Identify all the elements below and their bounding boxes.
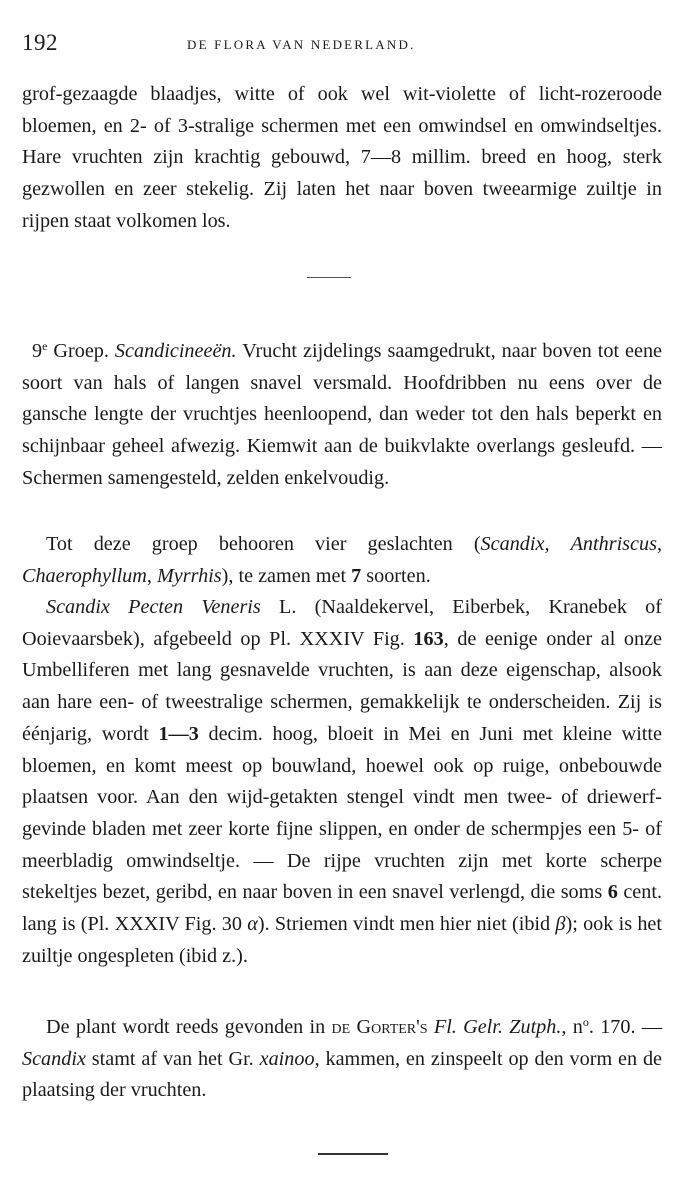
genera-separator: , [146, 564, 157, 587]
paragraph-species-description [22, 592, 662, 972]
genera-text-1: Tot deze groep behooren vier geslachten ( [46, 533, 481, 555]
paragraph-genera [22, 529, 662, 592]
species-text-2: , de eenige onder al onze Umbelliferen met lang gesnavelde vruchten, is aan deze eigenschap, alsook aan hare een- of tweestralige schermen, gemakkelijk te onderscheiden. Zij is éénjarig, wordt [22, 627, 662, 745]
group-description: Vrucht zijdelings saamgedrukt, naar boven tot eene soort van hals of langen snavel versmald. Hoofdribben nu eens over de gansche lengte der vruchtjes heenloopend, dan weder tot den hals beperkt en schijnbaar geheel afwezig. Kiemwit aan de buikvlakte overlangs gesleufd. — Schermen samengesteld, zelden enkelvoudig. [22, 340, 663, 489]
genus-anthriscus: Anthriscus [570, 533, 657, 555]
genus-scandix-etymology: Scandix [22, 1047, 86, 1070]
group-number-superscript: e [42, 339, 48, 353]
figure-number: 163 [413, 627, 444, 650]
genera-text-2: ), te zamen met [221, 564, 352, 587]
page-header [22, 30, 662, 60]
species-text-4: cent. lang is (Pl. XXXIV Fig. 30 [22, 881, 662, 936]
genera-separator: , [656, 533, 662, 555]
genus-scandix: Scandix [480, 533, 545, 555]
beak-length: 6 [607, 881, 618, 904]
species-text-3: decim. hoog, bloeit in Mei en Juni met kleine witte bloemen, en komt meest op bouwland, hoewel ook op ruige, onbebouwde plaatsen voor. Aan den wijd-getakten stengel vindt men twee- of driewerf-gevinde bladen met zeer korte fijne slippen, en onder de schermpjes een 5- of meerbladig omwindseltje. — De rijpe vruchten zijn met korte scherpe stekeltjes bezet, geribd, en naar boven in een snavel verlengd, die soms [22, 722, 662, 904]
paragraph-group-description [22, 336, 662, 495]
running-title: DE FLORA VAN NEDERLAND. [187, 37, 416, 52]
height-range: 1—3 [158, 722, 199, 745]
figure-alpha: α [247, 913, 258, 936]
group-word: Groep. [53, 340, 109, 362]
genus-myrrhis: Myrrhis [156, 564, 222, 587]
group-number: 9 [32, 340, 43, 362]
book-page [22, 0, 662, 1200]
end-divider [318, 1153, 388, 1155]
species-name: Scandix Pecten Veneris [46, 596, 261, 618]
group-name: Scandicineeën. [114, 340, 237, 362]
number-superscript: o [582, 1015, 589, 1029]
author-name: de Gorter's [331, 1016, 428, 1038]
etymology-text-6: , kammen, en zinspeelt op den vorm en de plaatsing der vruchten. [22, 1047, 663, 1102]
etymology-text-1: De plant wordt reeds gevonden in [46, 1016, 332, 1038]
etymology-text-3: , n [561, 1016, 583, 1038]
species-count: 7 [351, 564, 362, 587]
paragraph-etymology [22, 1012, 662, 1107]
section-divider-short [307, 277, 351, 278]
paragraph-continuation: grof-gezaagde blaadjes, witte of ook wel wit-violette of licht-rozeroode bloemen, en 2- of 3-stralige schermen met een omwindsel en omwindseltjes. Hare vruchten zijn krachtig gebouwd, 7—8 millim. breed en hoog, sterk gezwollen en zeer stekelig. Zij laten het naar boven tweearmige zuiltje in rijpen staat volkomen los. [22, 83, 662, 232]
figure-beta: β [555, 913, 566, 936]
genus-chaerophyllum: Chaerophyllum [22, 564, 147, 587]
species-text-1: L. (Naaldekervel, Eiberbek, Kranebek of Ooievaarsbek), afgebeeld op Pl. XXXIV Fig. [22, 596, 662, 650]
genera-separator: , [544, 533, 571, 555]
species-text-6: ); ook is het zuiltje ongespleten (ibid z.). [22, 913, 662, 967]
species-text-5: ). Striemen vindt men hier niet (ibid [257, 913, 556, 936]
greek-word: xainoo [259, 1047, 315, 1070]
etymology-text-4: . 170. — [588, 1016, 663, 1038]
work-title: Fl. Gelr. Zutph. [433, 1016, 562, 1038]
etymology-text-5: stamt af van het Gr. [85, 1047, 260, 1070]
page-number: 192 [22, 30, 58, 55]
genera-text-3: soorten. [361, 564, 431, 587]
